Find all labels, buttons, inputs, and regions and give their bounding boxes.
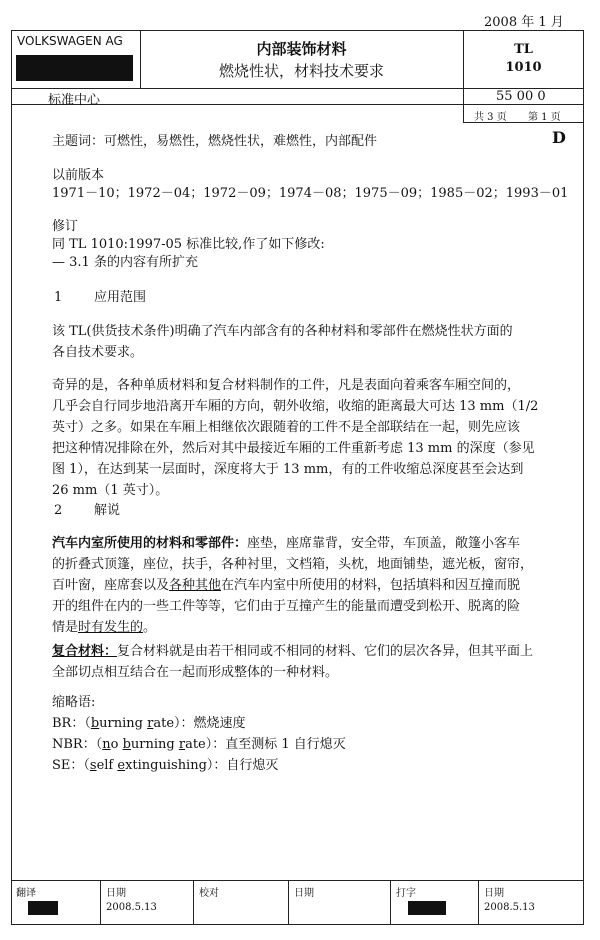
footer-translate-label: 翻译 xyxy=(16,888,36,899)
abbrev-nbr: NBR：（no burning rate）：直至测标 1 自行熄灭 xyxy=(52,737,346,752)
revision-line-1: 同 TL 1010:1997-05 标准比较,作了如下修改: xyxy=(52,237,325,252)
redacted-logo xyxy=(16,55,133,81)
class-letter: D xyxy=(552,128,566,147)
department: 标准中心 xyxy=(48,93,101,108)
pages-total: 共 3 页 xyxy=(474,112,507,123)
abbrev-br: BR：（burning rate）：燃烧速度 xyxy=(52,716,246,731)
footer-typing-label: 打字 xyxy=(396,888,416,899)
footer-proofread-label: 校对 xyxy=(199,888,219,899)
abbreviations-heading: 缩略语: xyxy=(52,695,96,710)
section-1-para-1: 该 TL(供货技术条件)明确了汽车内部含有的各种材料和零部件在燃烧性状方面的 各自技术要求。 xyxy=(52,324,513,360)
redacted-translator xyxy=(28,901,58,915)
section-2-para-1: 汽车内室所使用的材料和零部件：座垫，座席靠背，安全带，车顶盖，敞篷小客车 的折叠式顶篷，座位，扶手，各种衬里，文档箱，头枕，地面铺垫，遮光板，窗帘， 百叶窗，座席套以及各种其他在汽车内室中所使用的材料，包括填料和因互撞而脱 开的组件在内的一些工件等等，它们由于互撞产生的能量而遭受到松开、脱离的险 情是时有发生的。 xyxy=(52,536,534,635)
keywords: 主题词：可燃性，易燃性，燃烧性状，难燃性，内部配件 xyxy=(52,134,378,149)
previous-versions-heading: 以前版本 xyxy=(52,168,105,183)
standard-number: 1010 xyxy=(505,60,542,75)
document-title: 内部装饰材料 xyxy=(256,40,347,58)
classification-code: 55 00 0 xyxy=(496,89,546,104)
company-name: VOLKSWAGEN AG xyxy=(17,34,123,48)
section-2-para-2: 复合材料：复合材料就是由若干相同或不相同的材料、它们的层次各异，但其平面上 全部切点相互结合在一起而形成整体的一种材料。 xyxy=(52,644,534,680)
footer-date-value-3: 2008.5.13 xyxy=(484,902,535,913)
redacted-typist xyxy=(408,901,446,915)
footer-date-label-2: 日期 xyxy=(294,888,314,899)
footer-date-label-3: 日期 xyxy=(484,888,504,899)
abbrev-se: SE：（self extinguishing）：自行熄灭 xyxy=(52,758,279,773)
standard-prefix: TL xyxy=(514,42,533,57)
section-1-number: 1 xyxy=(54,290,63,305)
section-1-title: 应用范围 xyxy=(94,290,147,305)
section-2-title: 解说 xyxy=(94,503,121,518)
revision-heading: 修订 xyxy=(52,219,79,234)
revision-line-2: — 3.1 条的内容有所扩充 xyxy=(52,255,198,270)
footer-date-label-1: 日期 xyxy=(106,888,126,899)
abbreviations xyxy=(52,692,346,776)
page-current: 第 1 页 xyxy=(528,112,561,123)
document-subtitle: 燃烧性状，材料技术要求 xyxy=(218,62,384,80)
section-2-number: 2 xyxy=(54,503,63,518)
document-date: 2008 年 1 月 xyxy=(484,15,564,30)
footer-date-value-1: 2008.5.13 xyxy=(106,902,157,913)
section-1-para-2: 奇异的是，各种单质材料和复合材料制作的工件，凡是表面向着乘客车厢空间的， 几乎会自行同步地沿离开车厢的方向，朝外收缩，收缩的距离最大可达 13 mm（1/2 英寸）之多。如果在车厢上相继依次跟随着的工件不是全部联结在一起，则先应该 把这种情况排除在外，然后对其中最接近车厢的工件重新考虑 13 mm 的深度（参见 图 1），在达到某一层面时，深度将大于 13 mm，有的工件收缩总深度甚至会达到 26 mm（1 英寸）。 xyxy=(52,378,539,498)
previous-versions-list: 1971－10；1972－04；1972－09；1974－08；1975－09；1985－02；1993－01 xyxy=(52,186,569,201)
